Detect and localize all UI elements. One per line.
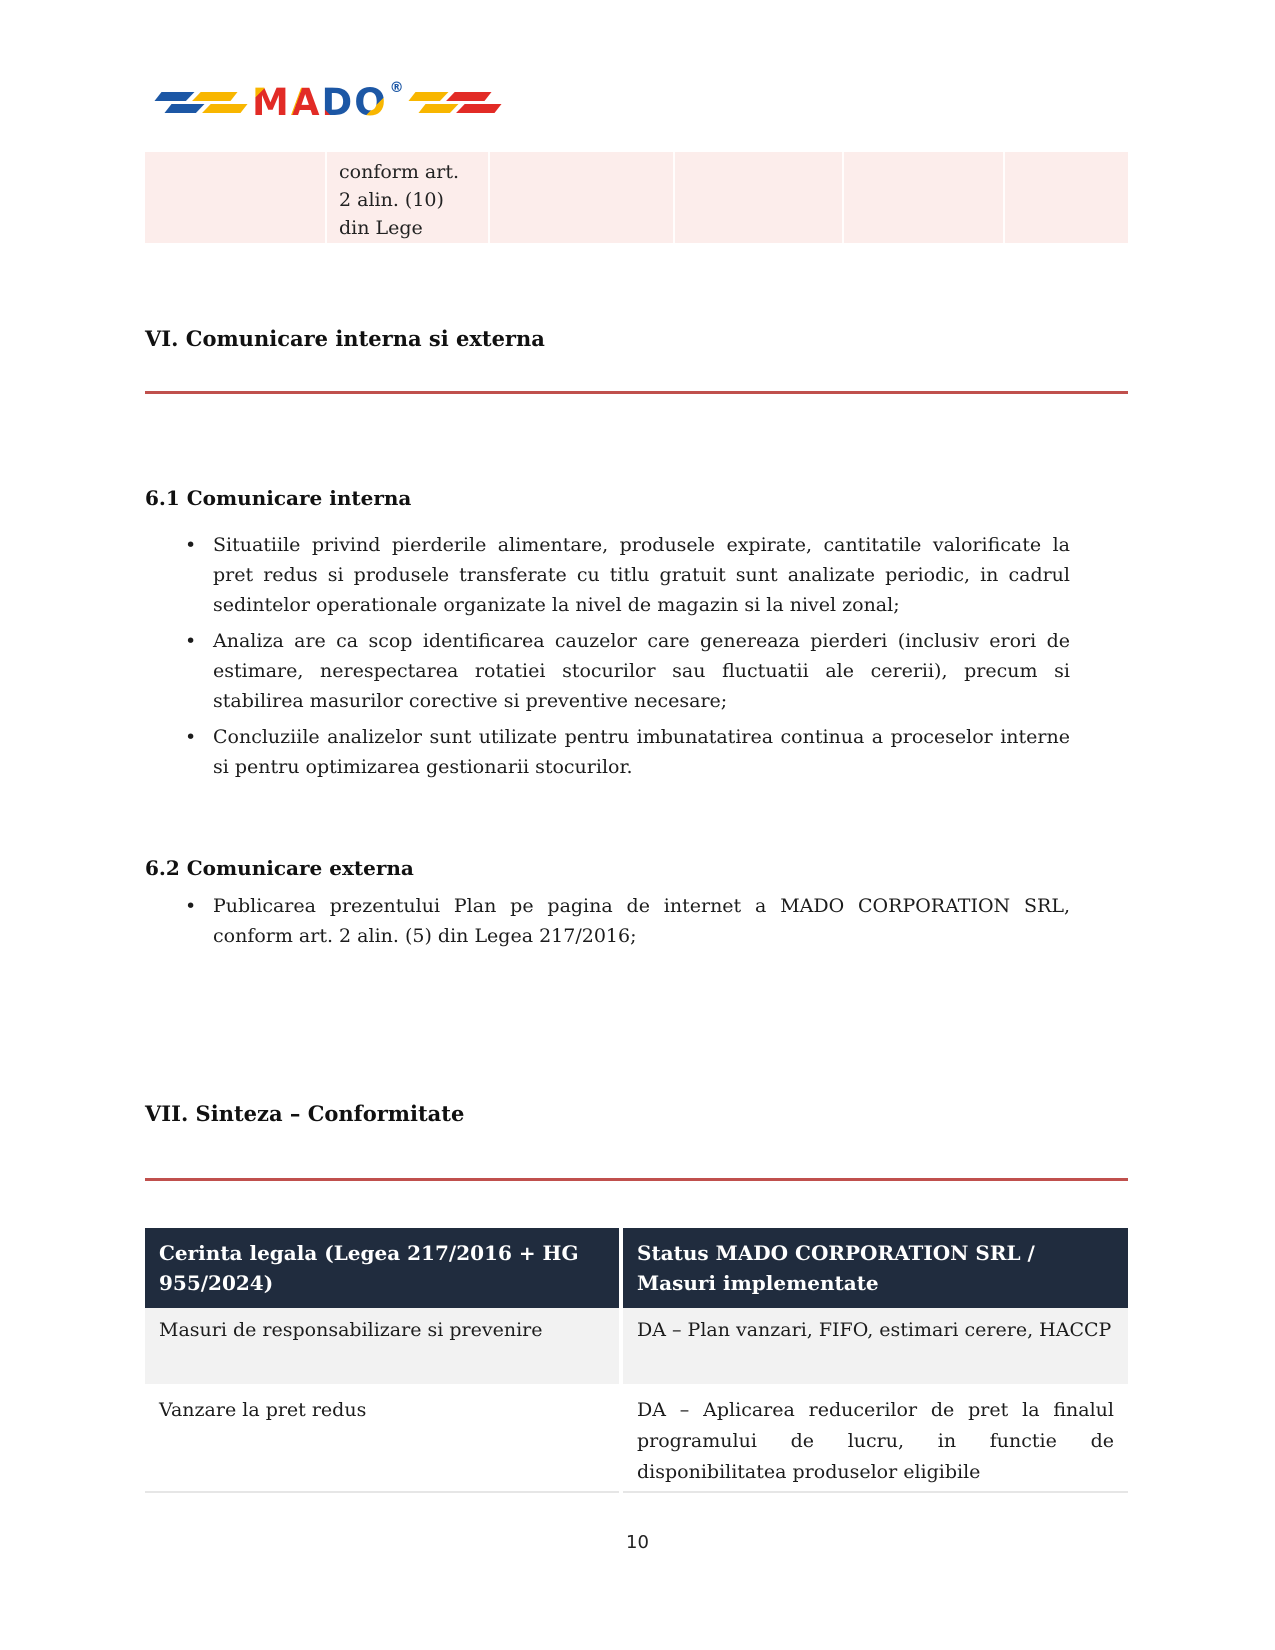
logo-letter-d: D bbox=[321, 80, 355, 124]
bullet-item bbox=[145, 530, 1128, 620]
bullet-item bbox=[145, 722, 1128, 782]
table-row bbox=[145, 1308, 1128, 1384]
bullet-list-external bbox=[145, 891, 1128, 957]
continuation-table bbox=[145, 152, 1128, 243]
bullet-text: Concluziile analizelor sunt utilizate pentru imbunatatirea continua a proceselor interne si pentru optimizarea gestionarii stocurilor. bbox=[213, 726, 1070, 778]
continuation-cell-empty bbox=[673, 152, 842, 243]
bullet-marker-icon: • bbox=[185, 895, 197, 917]
header-line: Masuri implementate bbox=[637, 1271, 879, 1295]
continuation-cell-empty bbox=[145, 152, 325, 243]
table-body bbox=[145, 1308, 1128, 1493]
continuation-line: conform art. bbox=[339, 161, 460, 183]
table-row bbox=[145, 1388, 1128, 1493]
continuation-cell-empty bbox=[1003, 152, 1128, 243]
bullet-item bbox=[145, 891, 1128, 951]
logo-word bbox=[252, 80, 388, 124]
header-cell-requirement bbox=[145, 1228, 619, 1308]
section-divider-line bbox=[145, 1178, 1128, 1181]
continuation-cell-empty bbox=[488, 152, 673, 243]
logo-stripes-right-icon bbox=[412, 92, 498, 113]
page-number: 10 bbox=[626, 1532, 649, 1553]
cell-status: DA – Aplicarea reducerilor de pret la finalul programului de lucru, in functie de disponibilitatea produselor eligibile bbox=[623, 1388, 1128, 1493]
logo-letter-m: M bbox=[252, 80, 291, 124]
header-line: Status MADO CORPORATION SRL / bbox=[637, 1241, 1035, 1265]
continuation-cell-empty bbox=[842, 152, 1003, 243]
cell-requirement: Masuri de responsabilizare si prevenire bbox=[145, 1308, 619, 1384]
section-heading-vii: VII. Sinteza – Conformitate bbox=[145, 1101, 465, 1126]
header-line: Cerinta legala (Legea 217/2016 + HG bbox=[159, 1241, 579, 1265]
section-heading-6-2: 6.2 Comunicare externa bbox=[145, 856, 414, 880]
section-divider-line bbox=[145, 391, 1128, 394]
cell-requirement: Vanzare la pret redus bbox=[145, 1388, 619, 1493]
header-line: 955/2024) bbox=[159, 1271, 274, 1295]
section-heading-vi: VI. Comunicare interna si externa bbox=[145, 326, 545, 351]
bullet-text: Situatiile privind pierderile alimentare, produsele expirate, cantitatile valorificate la pret redus si produsele transferate cu titlu gratuit sunt analizate periodic, in cadrul sedintelor operationale organizate la nivel de magazin si la nivel zonal; bbox=[213, 534, 1070, 616]
logo-stripes-left-icon bbox=[158, 92, 244, 113]
bullet-marker-icon: • bbox=[185, 726, 197, 748]
bullet-marker-icon: • bbox=[185, 534, 197, 556]
continuation-line: din Lege bbox=[339, 217, 423, 239]
logo-letter-o: O bbox=[354, 80, 388, 124]
continuation-line: 2 alin. (10) bbox=[339, 189, 444, 211]
compliance-table bbox=[145, 1228, 1128, 1493]
header-cell-status bbox=[623, 1228, 1128, 1308]
logo-letter-a: A bbox=[290, 80, 322, 124]
bullet-marker-icon: • bbox=[185, 630, 197, 652]
registered-trademark-icon: ® bbox=[389, 80, 404, 96]
bullet-list-internal bbox=[145, 530, 1128, 788]
section-heading-6-1: 6.1 Comunicare interna bbox=[145, 486, 412, 510]
cell-status: DA – Plan vanzari, FIFO, estimari cerere, HACCP bbox=[623, 1308, 1128, 1384]
mado-logo bbox=[158, 80, 498, 124]
table-header-row bbox=[145, 1228, 1128, 1308]
continuation-cell-text bbox=[325, 152, 488, 243]
bullet-text: Analiza are ca scop identificarea cauzelor care genereaza pierderi (inclusiv erori de estimare, nerespectarea rotatiei stocurilor sau fluctuatii ale cererii), precum si stabilirea masurilor corective si preventive necesare; bbox=[213, 630, 1070, 712]
bullet-item bbox=[145, 626, 1128, 716]
bullet-text: Publicarea prezentului Plan pe pagina de internet a MADO CORPORATION SRL, conform art. 2 alin. (5) din Legea 217/2016; bbox=[213, 895, 1070, 947]
